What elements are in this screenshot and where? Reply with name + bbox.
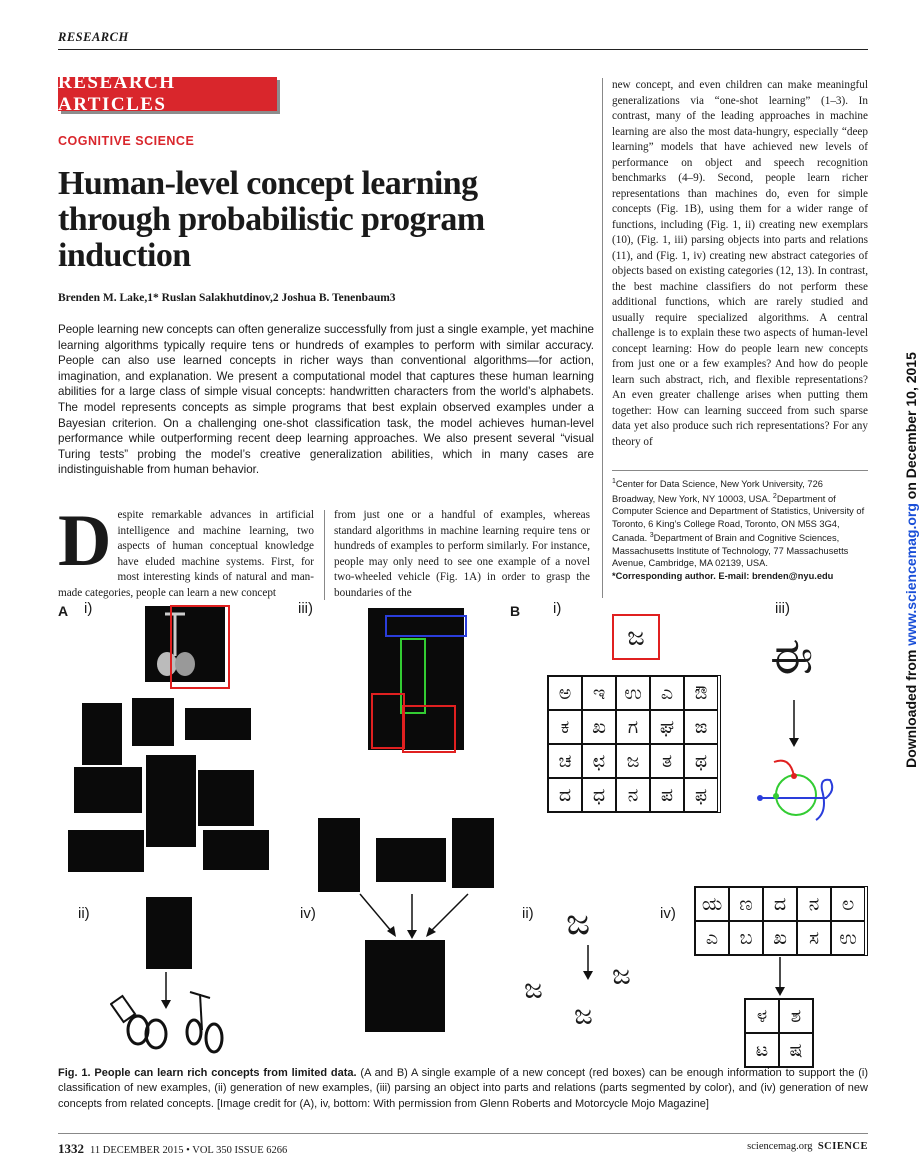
grid-character: ಣ [729, 887, 763, 921]
grid-character: ಉ [831, 921, 865, 955]
panel-a-label: A [58, 603, 69, 619]
grid-character: ಫ [684, 778, 718, 812]
affiliation-3: Department of Brain and Cognitive Sciences, Massachusetts Institute of Technology, 77 Massachusetts Avenue, Cambridge, MA 02139, USA. [612, 533, 849, 569]
bicycle-photo [68, 830, 144, 872]
article-title: Human-level concept learning through probabilistic program induction [58, 165, 485, 274]
grid-character: ಔ [684, 676, 718, 710]
issue-info: 11 DECEMBER 2015 • VOL 350 ISSUE 6266 [90, 1145, 288, 1156]
new-vehicle-photo [365, 940, 445, 1032]
grid-character: ಎ [695, 921, 729, 955]
figure-1 [0, 600, 924, 1060]
panel-b-i-label: i) [553, 600, 562, 617]
figure-caption [58, 1066, 868, 1112]
segway-photo [318, 818, 360, 892]
watermark-prefix: Downloaded from [903, 645, 919, 768]
grid-character: ಜ [616, 744, 650, 778]
vehicle-photo [185, 708, 251, 740]
grid-character: ಕ [548, 710, 582, 744]
column-divider [324, 510, 325, 600]
grid-character: ಯ [695, 887, 729, 921]
stroke-parse-icon [750, 750, 840, 830]
footer-rule [58, 1133, 868, 1134]
character-grid [547, 675, 721, 813]
segway-photo [198, 770, 254, 826]
generated-character: ಜ [612, 958, 631, 991]
grid-character: ಖ [582, 710, 616, 744]
grid-character: ಪ [650, 778, 684, 812]
panel-b-ii-label: ii) [522, 905, 534, 922]
grid-character: ಟ [745, 1033, 779, 1067]
arrow-down-icon [786, 700, 802, 750]
grid-character: ಷ [779, 1033, 813, 1067]
concept-red-box [170, 605, 230, 689]
journal-name: SCIENCE [817, 1141, 868, 1152]
concept-character: ಜ [627, 621, 645, 652]
corresponding-author: *Corresponding author. E-mail: brenden@nyu.edu [612, 570, 834, 581]
grid-character: ಚ [548, 744, 582, 778]
grid-character: ಅ [548, 676, 582, 710]
grid-character: ಘ [650, 710, 684, 744]
new-concept-grid [744, 998, 814, 1068]
grid-character: ಉ [616, 676, 650, 710]
arrow-down-icon [580, 945, 596, 981]
panel-b-label: B [510, 603, 521, 619]
footer-right [747, 1141, 868, 1152]
sciencemag-link[interactable]: www.sciencemag.org [903, 503, 919, 646]
caption-lead: Fig. 1. People can learn rich concepts from limited data. [58, 1067, 357, 1079]
grid-character: ಖ [763, 921, 797, 955]
part-box-red [402, 705, 456, 753]
grid-character: ಸ [797, 921, 831, 955]
generated-character: ಜ [574, 998, 593, 1031]
caption-text: (A and B) A single example of a new concept (red boxes) can be enough information to support the (i) classification of new examples, (ii) generation of new examples, (iii) parsing an object into parts and relations (parts segmented by color), and (iv) generation of new concepts from related concepts. [Image credit for (A), iv, bottom: With permission from Glenn Roberts and Motorcycle Mojo Magazine] [58, 1067, 869, 1110]
body-column-2: from just one or a handful of examples, whereas standard algorithms in machine learning require tens or hundreds of examples to perform similarly. For instance, people may only need to see one example of a novel two-wheeled vehicle (Fig. 1A) in order to grasp the boundaries of the [334, 509, 590, 599]
grid-character: ತ [650, 744, 684, 778]
grid-character: ಶ [779, 999, 813, 1033]
panel-a-iii-label: iii) [298, 600, 313, 617]
body-column-1-text: espite remarkable advances in artificial intelligence and machine learning, two aspects of human conceptual knowledge have eluded machine systems. First, for most interesting kinds of natural and man-made categories, people can learn a new concept [58, 509, 314, 599]
column-divider [602, 78, 603, 598]
segway-photo [146, 897, 192, 969]
motorcycle-photo [376, 838, 446, 882]
body-column-3: new concept, and even children can make meaningful generalizations via “one-shot learning” (1–3). In contrast, many of the leading approaches in machine learning are also the most data-hungry, especially “deep learning” models that have achieved new levels of performance on object and speech recognition benchmarks (4–9). Second, people learn richer representations than machines do, even for simple concepts (Fig. 1B), using them for a wider range of functions, including (Fig. 1, ii) creating new exemplars (10), (Fig. 1, iii) parsing objects into parts and relations (11), and (Fig. 1, iv) creating new abstract categories of objects based on existing categories (12, 13). In contrast, the best machine classifiers do not perform these additional functions, which are rarely studied and usually require specialized algorithms. A central challenge is to explain these two aspects of human-level concept learning: How do people learn new concepts from just one or a few examples? And how do people learn such abstract, rich, and flexible representations? An even greater challenge arises when putting them together: How can learning succeed from such sparse data yet also produce such rich representations? For any theory of [612, 79, 868, 448]
grid-character: ನ [616, 778, 650, 812]
article-type-banner: RESEARCH ARTICLES [58, 77, 277, 111]
top-rule [58, 49, 868, 50]
part-box-red [371, 693, 405, 749]
panel-a-iv-label: iv) [300, 905, 316, 922]
subject-label: COGNITIVE SCIENCE [58, 134, 195, 148]
grid-character: ಎ [650, 676, 684, 710]
motorcycle-photo [203, 830, 269, 870]
grid-character: ಬ [729, 921, 763, 955]
unicycle-photo [146, 755, 196, 847]
part-box-blue [385, 615, 467, 637]
scooter-photo [132, 698, 174, 746]
affiliation-1: Center for Data Science, New York University, 726 Broadway, New York, NY 10003, USA. [612, 479, 823, 504]
authors-text: Brenden M. Lake,1* Ruslan Salakhutdinov,2 Joshua B. Tenenbaum3 [58, 292, 396, 304]
grid-character: ಙ [684, 710, 718, 744]
drop-cap: D [58, 500, 112, 582]
example-character: ಜ [566, 902, 591, 943]
motorcycle-photo [74, 767, 142, 813]
grid-character: ದ [763, 887, 797, 921]
panel-b-iv-label: iv) [660, 905, 676, 922]
grid-character: ದ [548, 778, 582, 812]
page-number: 1332 [58, 1141, 84, 1156]
affiliation-rule [612, 470, 868, 471]
parsed-character: ಈ [770, 627, 814, 685]
section-label: RESEARCH [58, 30, 129, 44]
grid-character: ಛ [582, 744, 616, 778]
arrow-down-icon [772, 957, 788, 997]
panel-a-ii-label: ii) [78, 905, 90, 922]
concept-character-box [612, 614, 660, 660]
panel-b-iii-label: iii) [775, 600, 790, 617]
arrows-icon [350, 892, 480, 942]
generated-sketch-icon [110, 990, 240, 1060]
abstract: People learning new concepts can often generalize successfully from just a single example, yet machine learning algorithms typically require tens or hundreds of examples to perform with similar accuracy. People can also use learned concepts in richer ways than conventional algorithms—for action, imagination, and explanation. We present a computational model that captures these human learning abilities for a large class of simple visual concepts: handwritten characters from the world’s alphabets. The model represents concepts as simple programs that best explain observed examples under a Bayesian criterion. On a challenging one-shot classification task, the model achieves human-level performance while outperforming recent deep learning approaches. We also present several “visual Turing tests” probing the model’s creative generalization abilities, which in many cases are indistinguishable from human behavior. [58, 323, 594, 477]
related-character-grid [694, 886, 868, 956]
grid-character: ಲ [831, 887, 865, 921]
affiliations: $^1$Center for Data Science, New York University, 726 Broadway, New York, NY 10003, USA. $^2$Department of Computer Science and Department of Statistics, University of Toronto, 6 King’s College Road, Toronto, ON M5S 3G4, Canada. $^3$Department of Brain and Cognitive Sciences, Massachusetts Institute of Technology, 77 Massachusetts Avenue, Cambridge, MA 02139, USA. *Corresponding author. E-mail: brenden@nyu.edu [612, 476, 868, 582]
footer-left [58, 1141, 287, 1157]
grid-character: ಳ [745, 999, 779, 1033]
generated-character: ಜ [524, 972, 543, 1005]
watermark-suffix: on December 10, 2015 [903, 352, 919, 504]
unicycle-photo [82, 703, 122, 765]
grid-character: ಧ [582, 778, 616, 812]
body-column-1 [58, 500, 314, 601]
grid-character: ಥ [684, 744, 718, 778]
unicycle-photo [452, 818, 494, 888]
author-list [58, 292, 396, 304]
grid-character: ನ [797, 887, 831, 921]
affiliation-2: Department of Computer Science and Department of Statistics, University of Toronto, 6 King’s College Road, Toronto, ON M5S 3G4, Canada. [612, 493, 865, 544]
grid-character: ಗ [616, 710, 650, 744]
panel-a-i-label: i) [84, 600, 93, 617]
journal-site: sciencemag.org [747, 1141, 813, 1152]
grid-character: ಇ [582, 676, 616, 710]
